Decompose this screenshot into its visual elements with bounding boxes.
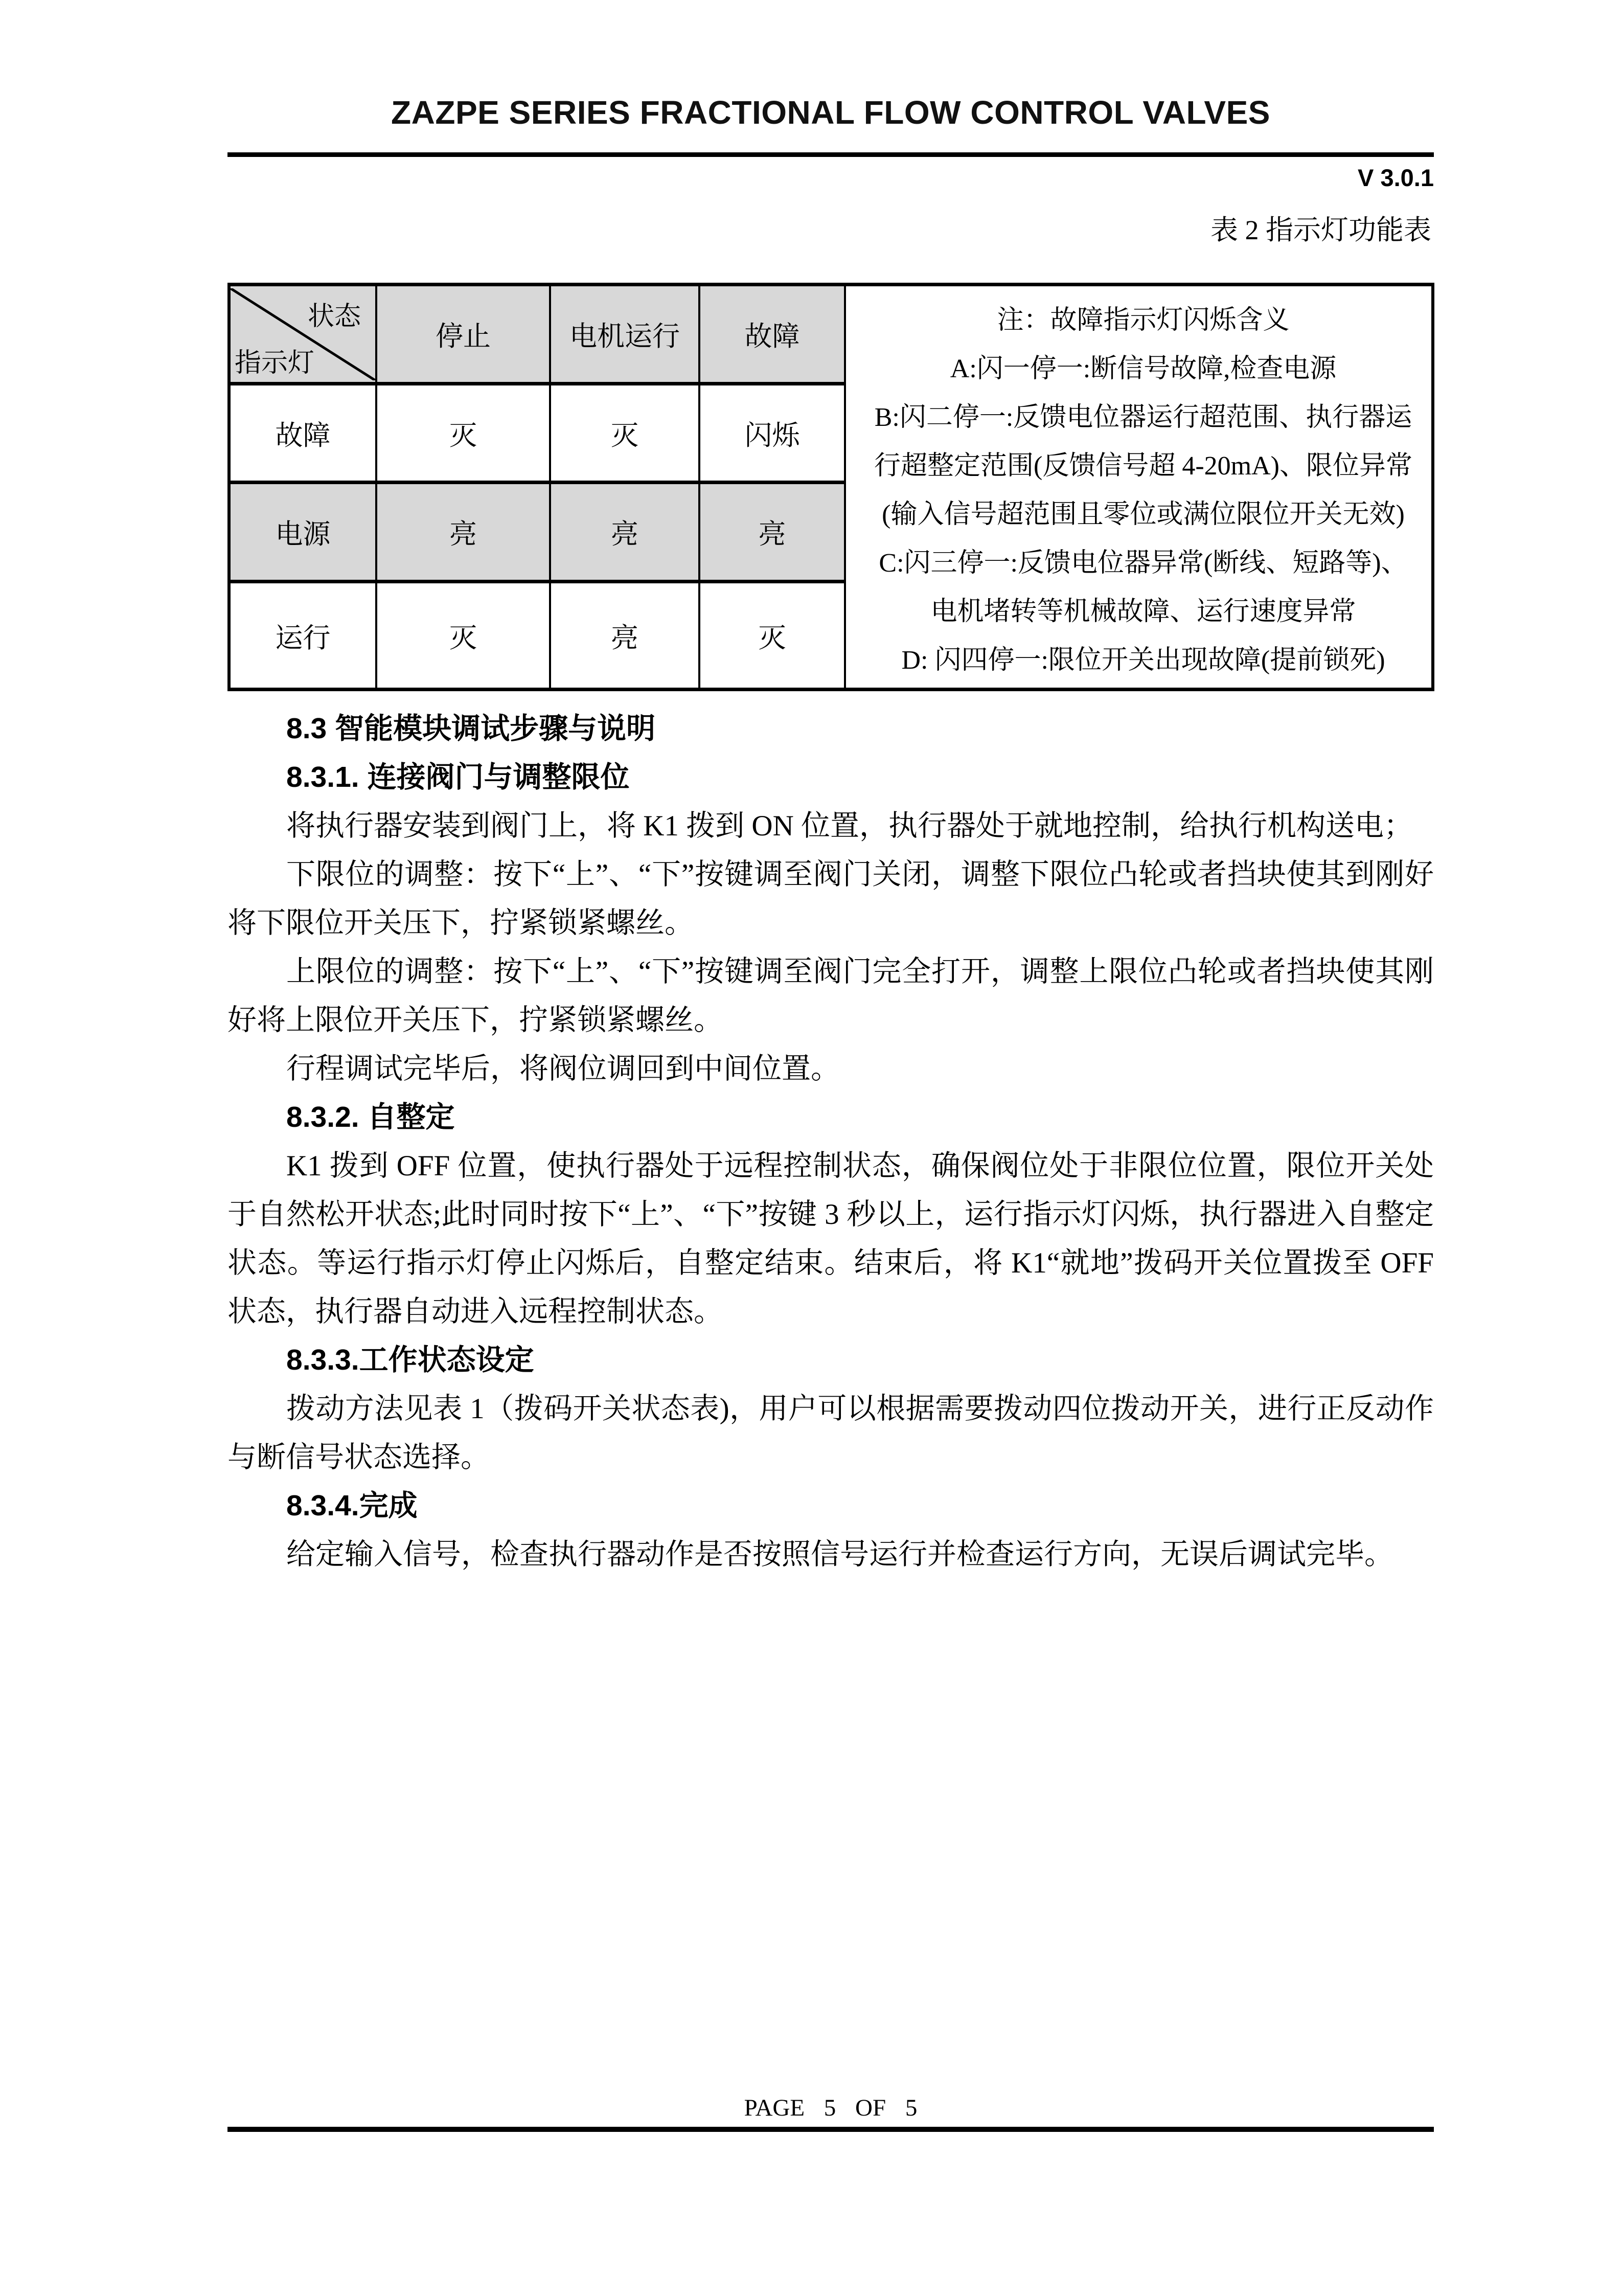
paragraph: 下限位的调整：按下“上”、“下”按键调至阀门关闭，调整下限位凸轮或者挡块使其到刚好将下限位开关压下，拧紧锁紧螺丝。 — [227, 858, 1434, 939]
cell-value: 亮 — [550, 582, 699, 690]
paragraph: 将执行器安装到阀门上，将 K1 拨到 ON 位置，执行器处于就地控制，给执行机构送电； — [286, 810, 1413, 842]
cell-value: 亮 — [550, 483, 699, 582]
paragraph: 上限位的调整：按下“上”、“下”按键调至阀门完全打开，调整上限位凸轮或者挡块使其刚好将上限位开关压下，拧紧锁紧螺丝。 — [227, 956, 1434, 1036]
row-label-power: 电源 — [229, 483, 376, 582]
header-divider-rule — [227, 152, 1434, 157]
corner-label-status: 状态 — [307, 302, 361, 331]
indicator-light-table — [227, 283, 1434, 691]
page-title: ZAZPE SERIES FRACTIONAL FLOW CONTROL VALVES — [391, 94, 1270, 131]
column-header-fault: 故障 — [699, 285, 845, 384]
row-label-fault: 故障 — [229, 384, 376, 483]
cell-value: 闪烁 — [699, 384, 845, 483]
cell-value: 灭 — [376, 384, 550, 483]
paragraph: 拨动方法见表 1（拨码开关状态表)，用户可以根据需要拨动四位拨动开关，进行正反动作与断信号状态选择。 — [227, 1393, 1434, 1473]
note-line: 行超整定范围(反馈信号超 4-20mA)、限位异常 — [874, 451, 1412, 481]
note-line: (输入信号超范围且零位或满位限位开关无效) — [882, 499, 1405, 529]
note-line: C:闪三停一:反馈电位器异常(断线、短路等)、 — [879, 548, 1408, 578]
cell-value: 灭 — [550, 384, 699, 483]
cell-value: 亮 — [699, 483, 845, 582]
row-label-running: 运行 — [229, 582, 376, 690]
table-caption: 表 2 指示灯功能表 — [1210, 215, 1431, 245]
column-header-stop: 停止 — [376, 285, 550, 384]
notes-cell — [845, 285, 1433, 690]
paragraph: K1 拨到 OFF 位置，使执行器处于远程控制状态，确保阀位处于非限位位置，限位开关处于自然松开状态;此时同时按下“上”、“下”按键 3 秒以上，运行指示灯闪烁，执行器进入自整定状态。等运行指示灯停止闪烁后，自整定结束。结束后，将 K1“就地”拨码开关位置拨至 OFF 状态，执行器自动进入远程控制状态。 — [227, 1150, 1434, 1328]
note-line: D: 闪四停一:限位开关出现故障(提前锁死) — [901, 645, 1385, 675]
cell-value: 亮 — [376, 483, 550, 582]
note-line: 电机堵转等机械故障、运行速度异常 — [930, 597, 1356, 626]
corner-cell — [229, 285, 376, 384]
note-line: A:闪一停一:断信号故障,检查电源 — [950, 354, 1337, 383]
section-heading-8-3-1: 8.3.1. 连接阀门与调整限位 — [286, 761, 630, 793]
table-header-row — [229, 285, 1433, 384]
footer-page-number: PAGE 5 OF 5 — [744, 2095, 918, 2121]
cell-value: 灭 — [376, 582, 550, 690]
body-content — [227, 704, 1434, 1579]
corner-label-indicator: 指示灯 — [235, 348, 315, 378]
paragraph: 给定输入信号，检查执行器动作是否按照信号运行并检查运行方向，无误后调试完毕。 — [286, 1538, 1393, 1571]
footer-divider-rule — [227, 2127, 1434, 2132]
note-line: B:闪二停一:反馈电位器运行超范围、执行器运 — [874, 402, 1412, 432]
section-heading-8-3: 8.3 智能模块调试步骤与说明 — [286, 712, 656, 745]
paragraph: 行程调试完毕后，将阀位调回到中间位置。 — [286, 1053, 840, 1085]
cell-value: 灭 — [699, 582, 845, 690]
column-header-motor-running: 电机运行 — [550, 285, 699, 384]
version-label: V 3.0.1 — [1358, 164, 1434, 191]
note-line: 注：故障指示灯闪烁含义 — [997, 305, 1290, 335]
section-heading-8-3-4: 8.3.4.完成 — [286, 1489, 418, 1522]
section-heading-8-3-3: 8.3.3.工作状态设定 — [286, 1344, 534, 1376]
section-heading-8-3-2: 8.3.2. 自整定 — [286, 1101, 455, 1133]
